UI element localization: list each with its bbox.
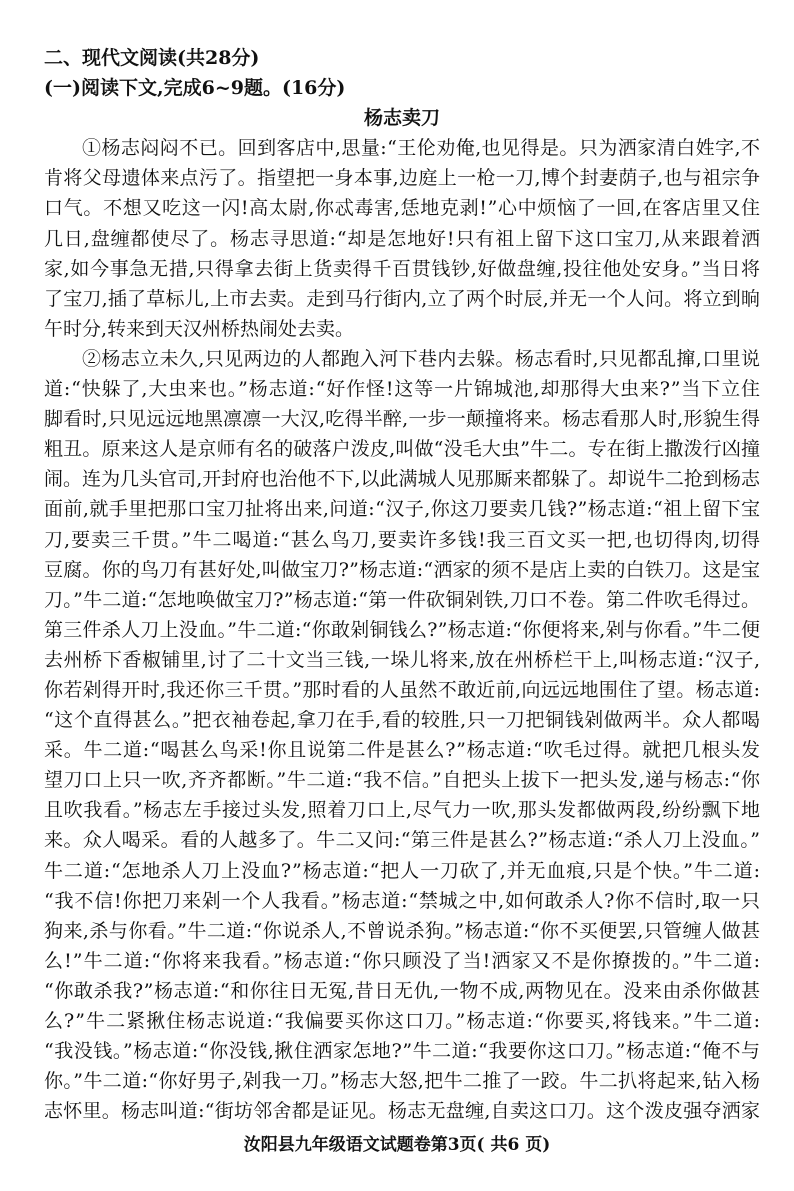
- passage-line: [44, 765, 760, 795]
- passage-line-text: “你敢杀我?”杨志道:“和你往日无冤,昔日无仇,一物不成,两物见在。没来由杀你做甚: [44, 979, 761, 1002]
- passage-paragraph: [44, 133, 760, 344]
- passage-line: [44, 976, 760, 1006]
- passage-line-text: 第三件杀人刀上没血。”牛二道:“你敢剁铜钱么?”杨志道:“你便将来,剁与你看。”牛二便: [44, 618, 761, 641]
- section-heading: 二、现代文阅读(共28分): [44, 47, 260, 69]
- passage-line-text: 么!”牛二道:“你将来我看。”杨志道:“你只顾没了当!洒家又不是你撩拨的。”牛二道:: [44, 949, 762, 972]
- passage-line: [44, 946, 760, 976]
- passage-line-text: 粗丑。原来这人是京师有名的破落户泼皮,叫做“没毛大虫”牛二。专在街上撒泼行凶撞: [44, 438, 761, 461]
- passage-line: [44, 464, 760, 494]
- passage-line-text: 口气。不想又吃这一闪!高太尉,你忒毒害,恁地克剥!”心中烦恼了一回,在客店里又住: [44, 197, 761, 220]
- passage-line-text: “我没钱。”杨志道:“你没钱,揪住洒家怎地?”牛二道:“我要你这口刀。”杨志道:“俺不与: [44, 1040, 761, 1063]
- passage-line-text: 牛二道:“怎地杀人刀上没血?”杨志道:“把人一刀砍了,并无血痕,只是个快。”牛二道:: [44, 859, 761, 882]
- passage-line-text: 肯将父母遗体来点污了。指望把一身本事,边庭上一枪一刀,博个封妻荫子,也与祖宗争: [44, 167, 761, 190]
- passage-line: [44, 585, 760, 615]
- passage-line-text: 了宝刀,插了草标儿,上市去卖。走到马行街内,立了两个时辰,并无一个人问。将立到晌: [44, 287, 761, 310]
- passage-line-text: 刀,要卖三千贯。”牛二喝道:“甚么鸟刀,要卖许多钱!我三百文买一把,也切得肉,切得: [44, 528, 762, 551]
- passage-line-text: 几日,盘缠都使尽了。杨志寻思道:“却是怎地好!只有祖上留下这口宝刀,从来跟着洒: [44, 227, 761, 250]
- passage-line: [44, 1066, 760, 1096]
- passage-line: [44, 314, 760, 344]
- passage-line: [44, 193, 760, 223]
- passage-line-text: 志怀里。杨志叫道:“街坊邻舍都是证见。杨志无盘缠,自卖这口刀。这个泼皮强夺洒家: [44, 1100, 761, 1123]
- passage-line: [44, 434, 760, 464]
- passage-line: [44, 224, 760, 254]
- passage-line-text: “我不信!你把刀来剁一个人我看。”杨志道:“禁城之中,如何敢杀人?你不信时,取一只: [44, 889, 761, 912]
- passage-line: [44, 615, 760, 645]
- exam-page-content: [44, 43, 760, 1126]
- passage-line: [44, 374, 760, 404]
- passage-line-text: “这个直得甚么。”把衣袖卷起,拿刀在手,看的较胜,只一刀把铜钱剁做两半。众人都喝: [44, 709, 761, 732]
- passage-line-text: 你若剁得开时,我还你三千贯。”那时看的人虽然不敢近前,向远远地围住了望。杨志道:: [44, 678, 761, 701]
- passage-line-text: 么?”牛二紧揪住杨志说道:“我偏要买你这口刀。”杨志道:“你要买,将钱来。”牛二道:: [44, 1010, 762, 1032]
- passage-line: [44, 344, 760, 374]
- passage-line: [44, 795, 760, 825]
- passage-line: [44, 254, 760, 284]
- passage-line-text: 家,如今事急无措,只得拿去街上货卖得千百贯钱钞,好做盘缠,投往他处安身。”当日将: [44, 257, 761, 280]
- passage-line: [44, 645, 760, 675]
- passage-line: [44, 825, 760, 855]
- passage-line: [44, 916, 760, 946]
- passage-line-text: 来。众人喝采。看的人越多了。牛二又问:“第三件是甚么?”杨志道:“杀人刀上没血。”: [44, 829, 761, 852]
- passage-line: [44, 1096, 760, 1126]
- passage-line: [44, 886, 760, 916]
- passage-line-text: ②杨志立未久,只见两边的人都跑入河下巷内去躲。杨志看时,只见都乱撺,口里说: [82, 347, 761, 370]
- passage-line: [44, 163, 760, 193]
- passage-line-text: 豆腐。你的鸟刀有甚好处,叫做宝刀?”杨志道:“洒家的须不是店上卖的白铁刀。这是宝: [44, 558, 761, 581]
- passage-line-text: 狗来,杀与你看。”牛二道:“你说杀人,不曾说杀狗。”杨志道:“你不买便罢,只管缠人做甚: [44, 919, 761, 942]
- passage-line: [44, 1006, 760, 1036]
- passage-line-text: 闹。连为几头官司,开封府也治他不下,以此满城人见那厮来都躲了。却说牛二抢到杨志: [44, 468, 761, 491]
- passage-title: 杨志卖刀: [363, 107, 440, 130]
- passage-line: [44, 856, 760, 886]
- question-instruction: (一)阅读下文,完成6~9题。(16分): [44, 77, 346, 100]
- passage-line: [44, 404, 760, 434]
- passage-line-text: ①杨志闷闷不已。回到客店中,思量:“王伦劝俺,也见得是。只为洒家清白姓字,不: [82, 137, 761, 160]
- passage-line: [44, 675, 760, 705]
- passage-line-text: 午时分,转来到天汉州桥热闹处去卖。: [44, 317, 355, 340]
- passage-line: [44, 133, 760, 163]
- passage-line: [44, 494, 760, 524]
- passage-line-text: 你。”牛二道:“你好男子,剁我一刀。”杨志大怒,把牛二推了一跤。牛二扒将起来,钻入杨: [44, 1070, 761, 1093]
- passage-paragraph: [44, 344, 760, 1126]
- passage-line-text: 望刀口上只一吹,齐齐都断。”牛二道:“我不信。”自把头上拔下一把头发,递与杨志:“你: [44, 769, 761, 792]
- passage-line-text: 面前,就手里把那口宝刀扯将出来,问道:“汉子,你这刀要卖几钱?”杨志道:“祖上留下宝: [44, 498, 761, 521]
- passage-line: [44, 735, 760, 765]
- passage-line: [44, 284, 760, 314]
- passage-body: [44, 133, 760, 1126]
- passage-line: [44, 555, 760, 585]
- passage-line: [44, 1036, 760, 1066]
- passage-line-text: 脚看时,只见远远地黑凛凛一大汉,吃得半醉,一步一颠撞将来。杨志看那人时,形貌生得: [44, 408, 761, 431]
- passage-line-text: 采。牛二道:“喝甚么鸟采!你且说第二件是甚么?”杨志道:“吹毛过得。就把几根头发: [44, 739, 761, 762]
- passage-line-text: 刀。”牛二道:“怎地唤做宝刀?”杨志道:“第一件砍铜剁铁,刀口不卷。第二件吹毛得过。: [44, 588, 761, 611]
- passage-line-text: 去州桥下香椒铺里,讨了二十文当三钱,一垛儿将来,放在州桥栏干上,叫杨志道:“汉子,: [44, 648, 761, 671]
- page-footer: 汝阳县九年级语文试题卷第3页( 共6 页): [243, 1135, 551, 1155]
- passage-line: [44, 705, 760, 735]
- passage-line-text: 道:“快躲了,大虫来也。”杨志道:“好作怪!这等一片锦城池,却那得大虫来?”当下立住: [44, 378, 761, 401]
- passage-line: [44, 525, 760, 555]
- passage-line-text: 且吹我看。”杨志左手接过头发,照着刀口上,尽气力一吹,那头发都做两段,纷纷飘下地: [44, 799, 761, 822]
